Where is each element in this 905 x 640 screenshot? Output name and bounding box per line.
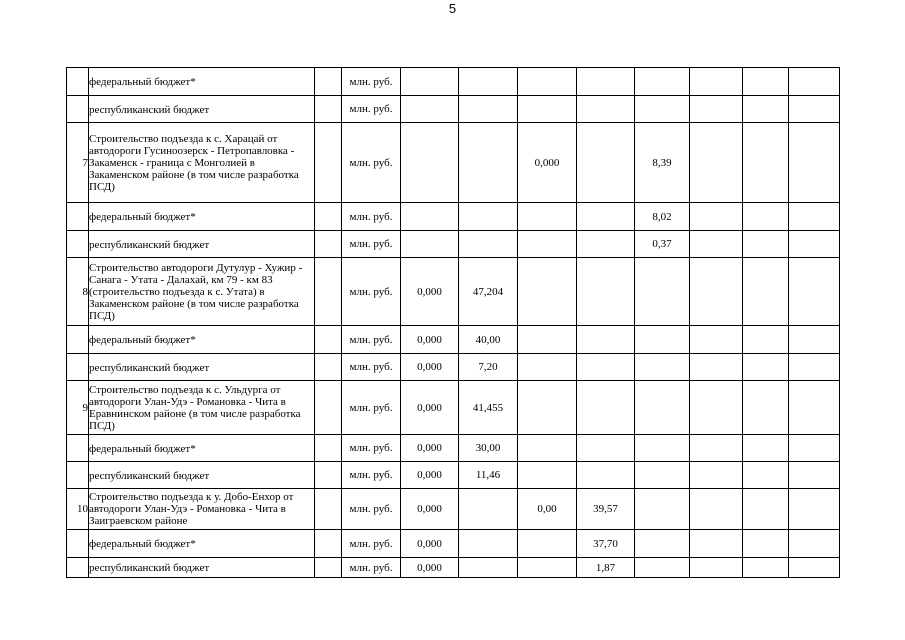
value-cell: 0,000 <box>401 530 459 558</box>
value-cell <box>518 530 577 558</box>
empty-cell <box>315 530 342 558</box>
unit-cell: млн. руб. <box>342 530 401 558</box>
value-cell <box>577 258 635 326</box>
value-cell <box>577 435 635 462</box>
value-cell <box>518 354 577 381</box>
value-cell <box>518 381 577 435</box>
row-number-cell: 10 <box>67 489 89 530</box>
table-body <box>67 68 840 578</box>
table-row <box>67 530 840 558</box>
value-cell: 0,000 <box>401 381 459 435</box>
value-cell <box>635 354 690 381</box>
row-number-cell <box>67 558 89 578</box>
value-cell <box>635 435 690 462</box>
row-number-cell: 7 <box>67 123 89 203</box>
value-cell <box>789 203 840 231</box>
value-cell <box>401 96 459 123</box>
value-cell <box>459 96 518 123</box>
row-number-cell <box>67 203 89 231</box>
value-cell <box>743 558 789 578</box>
value-cell: 0,000 <box>401 326 459 354</box>
value-cell <box>635 462 690 489</box>
unit-cell: млн. руб. <box>342 558 401 578</box>
unit-cell: млн. руб. <box>342 96 401 123</box>
value-cell: 0,000 <box>401 354 459 381</box>
empty-cell <box>315 203 342 231</box>
empty-cell <box>315 381 342 435</box>
value-cell <box>577 462 635 489</box>
empty-cell <box>315 462 342 489</box>
table-row <box>67 123 840 203</box>
value-cell <box>518 326 577 354</box>
value-cell <box>789 381 840 435</box>
empty-cell <box>315 68 342 96</box>
table-row <box>67 231 840 258</box>
value-cell: 7,20 <box>459 354 518 381</box>
value-cell <box>743 203 789 231</box>
value-cell <box>518 68 577 96</box>
budget-source-cell: федеральный бюджет* <box>89 530 315 558</box>
empty-cell <box>315 326 342 354</box>
budget-source-cell: республиканский бюджет <box>89 558 315 578</box>
value-cell <box>743 462 789 489</box>
value-cell: 11,46 <box>459 462 518 489</box>
table-row <box>67 258 840 326</box>
project-name-cell: Строительство автодороги Дутулур - Хужир - Санага - Утата - Далахай, км 79 - км 83 (строительство подъезда к с. Утата) в Закаменском районе (в том числе разработка ПСД) <box>89 258 315 326</box>
value-cell <box>518 435 577 462</box>
row-number-cell <box>67 435 89 462</box>
row-number-cell <box>67 462 89 489</box>
row-number-cell <box>67 530 89 558</box>
value-cell <box>577 68 635 96</box>
value-cell: 0,000 <box>401 435 459 462</box>
value-cell <box>743 381 789 435</box>
value-cell: 47,204 <box>459 258 518 326</box>
row-number-cell <box>67 68 89 96</box>
table-row <box>67 326 840 354</box>
value-cell <box>690 231 743 258</box>
project-name-cell: Строительство подъезда к у. Добо-Енхор от автодороги Улан-Удэ - Романовка - Чита в Заиграевском районе <box>89 489 315 530</box>
value-cell <box>635 489 690 530</box>
value-cell <box>459 530 518 558</box>
budget-table <box>66 67 840 578</box>
value-cell <box>518 258 577 326</box>
value-cell <box>459 68 518 96</box>
value-cell: 0,37 <box>635 231 690 258</box>
value-cell <box>690 530 743 558</box>
value-cell <box>789 326 840 354</box>
value-cell <box>459 558 518 578</box>
value-cell <box>690 435 743 462</box>
value-cell: 1,87 <box>577 558 635 578</box>
empty-cell <box>315 231 342 258</box>
budget-source-cell: федеральный бюджет* <box>89 326 315 354</box>
value-cell: 0,000 <box>401 489 459 530</box>
value-cell <box>401 68 459 96</box>
value-cell: 8,02 <box>635 203 690 231</box>
budget-source-cell: республиканский бюджет <box>89 462 315 489</box>
table-row <box>67 68 840 96</box>
value-cell <box>459 489 518 530</box>
value-cell <box>401 231 459 258</box>
value-cell <box>743 231 789 258</box>
value-cell <box>635 96 690 123</box>
empty-cell <box>315 435 342 462</box>
value-cell <box>743 96 789 123</box>
value-cell <box>401 203 459 231</box>
empty-cell <box>315 258 342 326</box>
value-cell <box>743 489 789 530</box>
value-cell <box>577 354 635 381</box>
value-cell <box>518 231 577 258</box>
value-cell <box>635 258 690 326</box>
value-cell <box>577 231 635 258</box>
value-cell: 0,000 <box>401 558 459 578</box>
value-cell <box>789 489 840 530</box>
row-number-cell: 8 <box>67 258 89 326</box>
project-name-cell: Строительство подъезда к с. Харацай от автодороги Гусиноозерск - Петропавловка - Закаменск - граница с Монголией в Закаменском районе (в том числе разработка ПСД) <box>89 123 315 203</box>
value-cell <box>690 489 743 530</box>
value-cell <box>690 123 743 203</box>
value-cell <box>635 558 690 578</box>
table-row <box>67 96 840 123</box>
value-cell <box>459 203 518 231</box>
empty-cell <box>315 558 342 578</box>
budget-source-cell: федеральный бюджет* <box>89 435 315 462</box>
row-number-cell <box>67 326 89 354</box>
value-cell <box>518 558 577 578</box>
unit-cell: млн. руб. <box>342 354 401 381</box>
row-number-cell <box>67 96 89 123</box>
value-cell <box>518 96 577 123</box>
value-cell <box>690 354 743 381</box>
value-cell <box>743 435 789 462</box>
budget-source-cell: республиканский бюджет <box>89 96 315 123</box>
value-cell: 0,00 <box>518 489 577 530</box>
value-cell <box>743 258 789 326</box>
value-cell <box>518 462 577 489</box>
unit-cell: млн. руб. <box>342 326 401 354</box>
table-row <box>67 203 840 231</box>
empty-cell <box>315 96 342 123</box>
value-cell <box>459 123 518 203</box>
value-cell <box>789 530 840 558</box>
empty-cell <box>315 489 342 530</box>
empty-cell <box>315 123 342 203</box>
value-cell <box>743 68 789 96</box>
value-cell <box>690 558 743 578</box>
budget-source-cell: федеральный бюджет* <box>89 203 315 231</box>
value-cell <box>577 326 635 354</box>
value-cell <box>518 203 577 231</box>
value-cell <box>459 231 518 258</box>
unit-cell: млн. руб. <box>342 68 401 96</box>
value-cell <box>789 68 840 96</box>
unit-cell: млн. руб. <box>342 435 401 462</box>
value-cell <box>577 381 635 435</box>
value-cell: 0,000 <box>401 258 459 326</box>
value-cell: 41,455 <box>459 381 518 435</box>
value-cell <box>690 203 743 231</box>
value-cell <box>743 530 789 558</box>
row-number-cell <box>67 231 89 258</box>
value-cell <box>577 203 635 231</box>
value-cell <box>789 558 840 578</box>
value-cell: 8,39 <box>635 123 690 203</box>
budget-source-cell: республиканский бюджет <box>89 231 315 258</box>
value-cell: 0,000 <box>518 123 577 203</box>
value-cell: 37,70 <box>577 530 635 558</box>
value-cell <box>690 68 743 96</box>
unit-cell: млн. руб. <box>342 123 401 203</box>
budget-source-cell: федеральный бюджет* <box>89 68 315 96</box>
budget-source-cell: республиканский бюджет <box>89 354 315 381</box>
table-row <box>67 489 840 530</box>
value-cell <box>789 462 840 489</box>
value-cell <box>635 381 690 435</box>
unit-cell: млн. руб. <box>342 203 401 231</box>
value-cell <box>635 530 690 558</box>
unit-cell: млн. руб. <box>342 258 401 326</box>
table-row <box>67 558 840 578</box>
value-cell <box>789 96 840 123</box>
value-cell <box>690 96 743 123</box>
page-number: 5 <box>448 1 457 16</box>
table-row <box>67 462 840 489</box>
value-cell <box>743 123 789 203</box>
value-cell <box>635 326 690 354</box>
value-cell <box>743 326 789 354</box>
value-cell <box>690 258 743 326</box>
unit-cell: млн. руб. <box>342 381 401 435</box>
unit-cell: млн. руб. <box>342 462 401 489</box>
value-cell: 30,00 <box>459 435 518 462</box>
empty-cell <box>315 354 342 381</box>
unit-cell: млн. руб. <box>342 489 401 530</box>
value-cell <box>789 231 840 258</box>
unit-cell: млн. руб. <box>342 231 401 258</box>
project-name-cell: Строительство подъезда к с. Ульдурга от автодороги Улан-Удэ - Романовка - Чита в Еравнинском районе (в том числе разработка ПСД) <box>89 381 315 435</box>
value-cell <box>577 96 635 123</box>
value-cell <box>401 123 459 203</box>
value-cell <box>789 435 840 462</box>
value-cell: 0,000 <box>401 462 459 489</box>
value-cell: 40,00 <box>459 326 518 354</box>
row-number-cell <box>67 354 89 381</box>
value-cell <box>635 68 690 96</box>
value-cell <box>789 123 840 203</box>
value-cell <box>789 354 840 381</box>
value-cell <box>690 326 743 354</box>
value-cell <box>743 354 789 381</box>
value-cell <box>690 462 743 489</box>
table-row <box>67 381 840 435</box>
table-row <box>67 354 840 381</box>
value-cell: 39,57 <box>577 489 635 530</box>
row-number-cell: 9 <box>67 381 89 435</box>
value-cell <box>789 258 840 326</box>
value-cell <box>577 123 635 203</box>
table-row <box>67 435 840 462</box>
value-cell <box>690 381 743 435</box>
